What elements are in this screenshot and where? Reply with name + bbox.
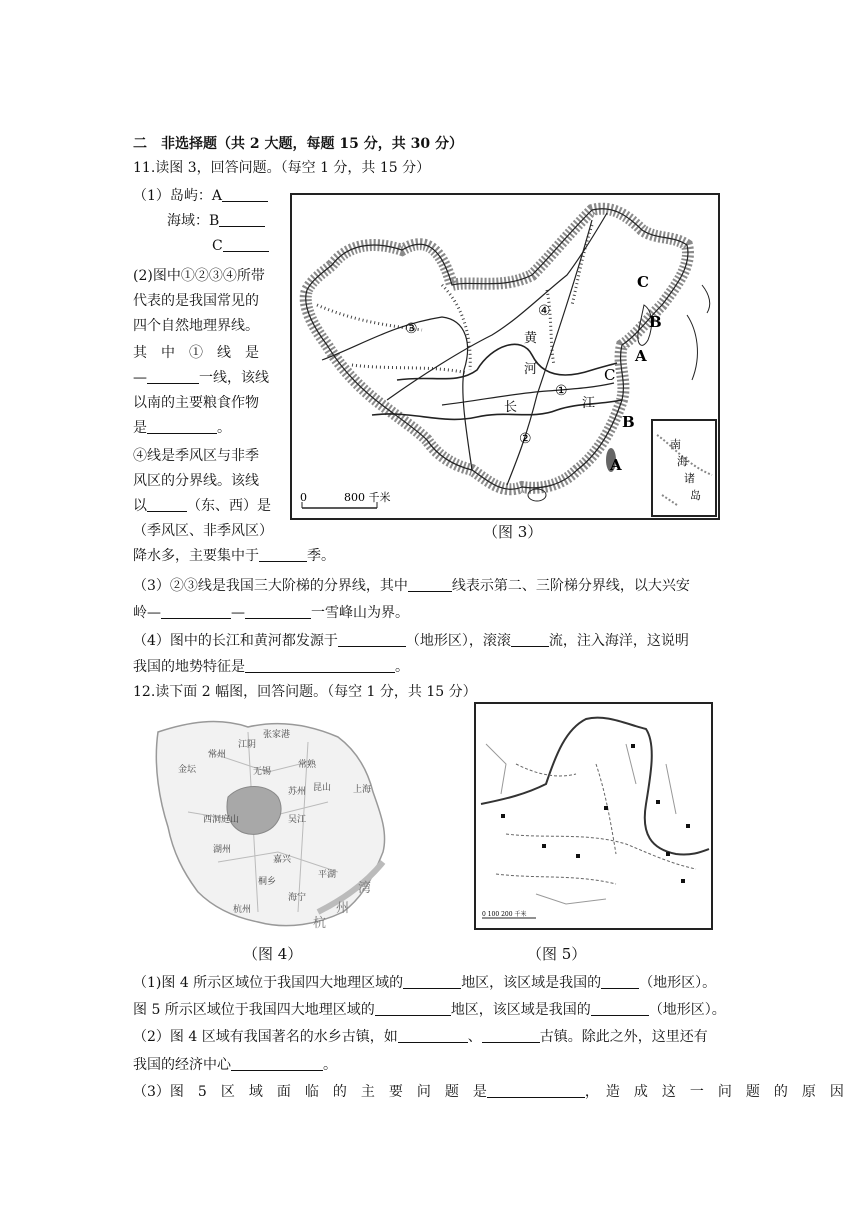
q12-p1-line2: 图 5 所示区域位于我国四大地理区域的 地区，该区域是我国的 （地形区）。 — [133, 1002, 726, 1018]
label-he: 河 — [524, 362, 538, 377]
figure-5-map — [474, 702, 713, 930]
scale-label: 800 千米 — [344, 491, 391, 504]
q11-p2-line5: — 一线，该线 — [133, 370, 269, 386]
q11-p4-line1: （4）图中的长江和黄河都发源于 （地形区），滚滚 流，注入海洋，这说明 — [133, 633, 689, 649]
inset-label-4: 岛 — [690, 489, 701, 502]
fig4-label-16: 杭州 — [233, 905, 252, 915]
q12-stem: 12.读下面 2 幅图，回答问题。（每空 1 分，共 15 分） — [133, 684, 477, 700]
answer-blank[interactable] — [601, 974, 639, 989]
q11-p4-line2: 我国的地势特征是 。 — [133, 659, 409, 675]
section-title: 二 非选择题（共 2 大题，每题 15 分，共 30 分） — [133, 136, 463, 152]
fig5-scale-label: 0 100 200 千米 — [482, 911, 527, 918]
inset-label-2: 海 — [677, 455, 688, 468]
label-line-2: ② — [519, 431, 532, 447]
answer-blank[interactable] — [222, 187, 268, 202]
answer-blank[interactable] — [591, 1001, 649, 1016]
japan-coast — [687, 285, 710, 380]
figure-3-china-map — [290, 193, 720, 520]
answer-blank[interactable] — [245, 658, 395, 673]
q11-p2-line10: 以 （东、西）是 — [133, 498, 271, 514]
answer-blank[interactable] — [338, 632, 406, 647]
fig4-label-9: 上海 — [353, 785, 372, 795]
q11-p2-line7: 是 。 — [133, 420, 231, 436]
label-a-taiwan: A — [610, 456, 622, 474]
label-line-3: ③ — [405, 321, 418, 337]
q11-p2-line9: 风区的分界线。该线 — [133, 473, 259, 489]
fig4-label-2: 张家港 — [263, 730, 291, 740]
q11-p2-line8: ④线是季风区与非季 — [133, 448, 259, 464]
label-a-top: A — [635, 347, 647, 365]
inset-label-3: 诸 — [684, 472, 695, 485]
figure-5-caption: （图 5） — [527, 945, 587, 963]
fig4-label-13: 平湖 — [318, 870, 337, 880]
fig4-label-5: 无锡 — [253, 767, 272, 777]
fig4-label-20: 西洞庭山 — [203, 815, 240, 825]
q12-p3-line1: （3）图 5 区 域 面 临 的 主 要 问 题 是 ， 造 成 这 一 问 题 的 原 因 — [133, 1084, 844, 1100]
china-map-svg — [292, 195, 718, 518]
q11-p2-line12: 降水多，主要集中于 季。 — [133, 548, 335, 564]
q11-p2-line4: 其 中 ① 线 是 — [133, 345, 259, 361]
label-jiang: 江 — [582, 396, 596, 411]
q11-stem: 11.读图 3，回答问题。（每空 1 分，共 15 分） — [133, 160, 431, 176]
answer-blank[interactable] — [147, 419, 217, 434]
q11-p2-line3: 四个自然地理界线。 — [133, 318, 259, 334]
answer-blank[interactable] — [403, 974, 461, 989]
answer-blank[interactable] — [482, 1028, 540, 1043]
q11-p3-line1: （3）②③线是我国三大阶梯的分界线，其中 线表示第二、三阶梯分界线，以大兴安 — [133, 578, 690, 594]
taihu-lake — [227, 786, 281, 834]
q11-p1-sea-b: 海域：B — [167, 211, 265, 231]
figure-5-svg — [476, 704, 711, 928]
answer-blank[interactable] — [511, 632, 549, 647]
answer-blank[interactable] — [398, 1028, 468, 1043]
label-b-top: B — [649, 313, 662, 331]
fig4-label-8: 昆山 — [313, 783, 332, 793]
answer-blank[interactable] — [161, 604, 231, 619]
fig4-label-1: 江阴 — [238, 740, 257, 750]
q11-p2-line1: (2)图中①②③④所带 — [133, 268, 265, 284]
yellow-river — [397, 344, 617, 380]
label-b-mid: B — [622, 413, 635, 431]
answer-blank[interactable] — [231, 1056, 323, 1071]
label-huang: 黄 — [524, 331, 538, 346]
fig4-label-11: 湖州 — [213, 845, 232, 855]
fig4-label-15: 海宁 — [288, 893, 307, 903]
q12-p2-line1: （2）图 4 区域有我国著名的水乡古镇，如 、 古镇。除此之外，这里还有 — [133, 1029, 708, 1045]
label-line-1: ① — [555, 383, 568, 399]
label-c-mid: C — [604, 366, 616, 384]
fig4-label-4: 金坛 — [178, 765, 197, 775]
figure-3-caption: （图 3） — [483, 523, 543, 541]
fig4-label-14: 桐乡 — [258, 877, 277, 887]
figure-4-caption: （图 4） — [243, 945, 303, 963]
fig4-label-hang: 杭 — [313, 916, 327, 931]
scale-zero: 0 — [300, 491, 307, 504]
q12-p2-line2: 我国的经济中心 。 — [133, 1057, 337, 1073]
answer-blank[interactable] — [375, 1001, 451, 1016]
fig4-label-wan: 湾 — [358, 881, 372, 896]
q11-p3-line2: 岭— — 一雪峰山为界。 — [133, 605, 409, 621]
line-4 — [387, 213, 607, 400]
inset-label-1: 南 — [670, 438, 681, 451]
label-line-4: ④ — [538, 303, 551, 319]
q11-p2-line2: 代表的是我国常见的 — [133, 293, 259, 309]
fig4-label-3: 常州 — [208, 750, 227, 760]
label-c-top: C — [637, 273, 649, 291]
answer-blank[interactable] — [487, 1083, 585, 1098]
q11-p2-line6: 以南的主要粮食作物 — [133, 395, 259, 411]
yellow-river-loop — [481, 718, 709, 855]
q11-p2-line11: （季风区、非季风区） — [133, 523, 273, 539]
hainan-island — [528, 489, 546, 501]
figure-4-map — [148, 712, 398, 936]
region-boundary — [496, 764, 696, 884]
q12-p1-line1: （1)图 4 所示区域位于我国四大地理区域的 地区，该区域是我国的 （地形区）。 — [133, 975, 717, 991]
south-sea-inset — [652, 420, 716, 516]
answer-blank[interactable] — [147, 369, 199, 384]
label-chang: 长 — [504, 400, 518, 415]
fig4-label-zhou: 州 — [336, 901, 350, 916]
q11-p1-island: （1）岛屿：A — [133, 186, 268, 206]
fig4-label-12: 嘉兴 — [273, 855, 292, 865]
answer-blank[interactable] — [245, 604, 311, 619]
answer-blank[interactable] — [259, 547, 307, 562]
answer-blank[interactable] — [223, 237, 269, 252]
answer-blank[interactable] — [147, 497, 187, 512]
q11-p1-sea-c: C — [212, 236, 269, 256]
fig4-label-7: 苏州 — [288, 787, 307, 797]
fig4-label-10: 吴江 — [288, 815, 307, 825]
answer-blank[interactable] — [408, 577, 452, 592]
figure-4-svg — [148, 712, 398, 936]
answer-blank[interactable] — [219, 212, 265, 227]
fig4-label-6: 常熟 — [298, 760, 317, 770]
